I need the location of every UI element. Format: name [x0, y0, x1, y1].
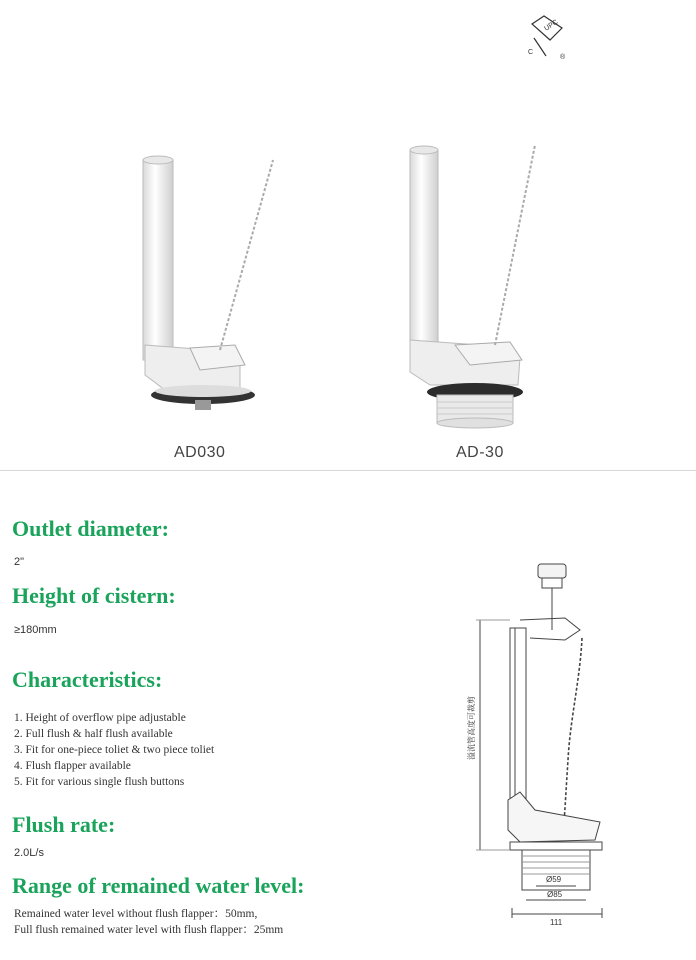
value-height-of-cistern: ≥180mm	[14, 624, 57, 636]
remained-line: Remained water level without flush flapper：50mm,	[14, 908, 258, 920]
dimension-vertical-label: 溢流管高度可裁剪	[467, 696, 476, 760]
heading-outlet-diameter: Outlet diameter:	[12, 516, 169, 541]
technical-drawing	[467, 560, 630, 930]
characteristics-list	[14, 710, 214, 790]
heading-characteristics: Characteristics:	[12, 667, 163, 692]
list-item: 2. Full flush & half flush available	[14, 728, 173, 740]
product-label-ad030: AD030	[174, 444, 226, 461]
upc-text: UPC	[543, 18, 560, 33]
list-item: 5. Fit for various single flush buttons	[14, 776, 185, 788]
list-item: 4. Flush flapper available	[14, 760, 131, 772]
remained-line: Full flush remained water level with flush flapper：25mm	[14, 924, 284, 936]
section-divider	[0, 470, 696, 471]
heading-height-of-cistern: Height of cistern:	[12, 583, 176, 608]
dimension-outer-diameter: Ø85	[547, 890, 563, 899]
value-flush-rate: 2.0L/s	[14, 847, 44, 859]
heading-flush-rate: Flush rate:	[12, 812, 116, 837]
product-label-ad-30: AD-30	[456, 444, 504, 461]
dimension-inner-diameter: Ø59	[546, 875, 562, 884]
dimension-width: 111	[550, 918, 563, 927]
svg-text:®: ®	[560, 54, 566, 61]
heading-remained-water-level: Range of remained water level:	[12, 873, 305, 898]
svg-text:C: C	[528, 49, 534, 56]
upc-certification-logo	[522, 12, 570, 62]
product-image-ad030	[125, 150, 275, 420]
value-outlet-diameter: 2"	[14, 556, 25, 568]
remained-water-level-text	[14, 906, 283, 938]
list-item: 1. Height of overflow pipe adjustable	[14, 712, 186, 724]
product-image-ad-30	[400, 140, 550, 430]
list-item: 3. Fit for one-piece toliet & two piece toliet	[14, 744, 215, 756]
